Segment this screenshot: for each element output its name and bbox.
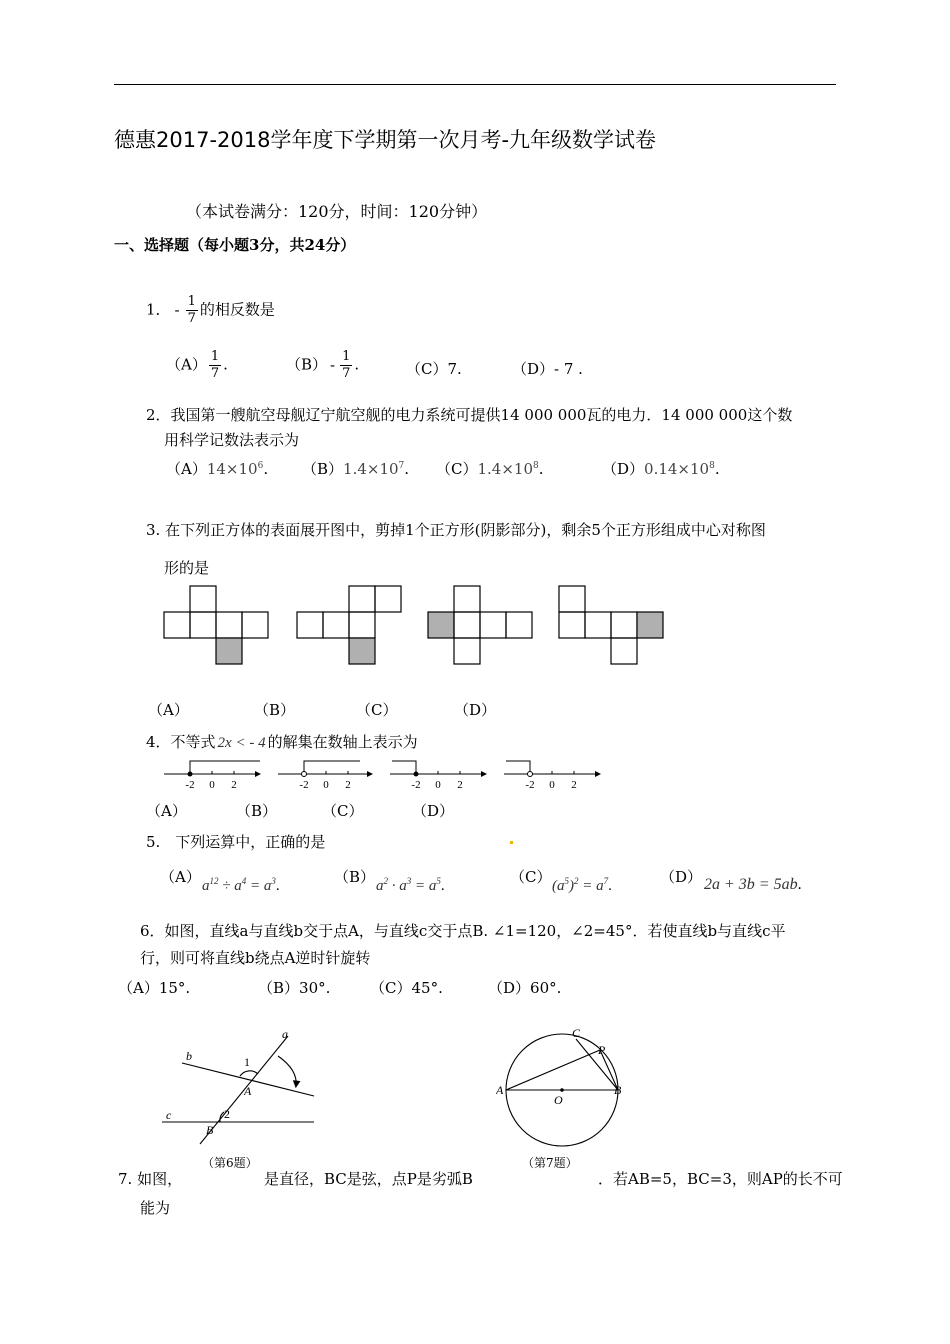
q1-option-c: （C）7. <box>406 360 462 378</box>
svg-text:-2: -2 <box>299 779 309 791</box>
svg-text:O: O <box>554 1093 563 1107</box>
q1-option-a: （A） $\frac{1}{7}$ . <box>166 349 228 381</box>
svg-text:0: 0 <box>323 779 329 791</box>
svg-text:C: C <box>572 1026 581 1040</box>
q2-option-b: $(B)1.4\times 10^7$. <box>302 460 410 478</box>
svg-text:2: 2 <box>231 779 237 791</box>
svg-text:B: B <box>206 1123 214 1137</box>
q4-label-a: （A） <box>146 802 187 820</box>
top-rule <box>114 84 836 85</box>
q5-option-d-label: （D） <box>660 868 703 886</box>
svg-text:0: 0 <box>435 779 441 791</box>
q5-option-b-label: （B） <box>334 868 376 886</box>
svg-text:a: a <box>282 1028 288 1041</box>
svg-text:0: 0 <box>549 779 555 791</box>
q2-option-d: $(D)0.14\times 10^8$. <box>602 460 720 478</box>
question-5: 5. 下列运算中，正确的是 <box>146 833 326 851</box>
q4-label-c: （C） <box>322 802 364 820</box>
q5-option-a-label: （A） <box>160 868 201 886</box>
question-6-line2: 行，则可将直线b绕点A逆时针旋转 <box>140 949 371 967</box>
q1-option-d: （D）- 7 . <box>512 360 583 378</box>
question-7-line1-part1: 7. 如图， <box>118 1170 183 1188</box>
q2-option-a: $(A)14\times 10^6$. <box>166 460 269 478</box>
svg-text:A: A <box>244 1084 252 1098</box>
svg-text:P: P <box>598 1043 606 1057</box>
question-1: 1． - $\frac{1}{7}$ 的相反数是 <box>146 294 275 326</box>
svg-text:b: b <box>186 1049 192 1063</box>
q5-option-a: $a^{12} \div a^4 = a^3$. <box>202 876 280 894</box>
svg-text:c: c <box>166 1108 172 1122</box>
q6-caption: （第6题） <box>202 1156 258 1170</box>
q5-option-d: 2a + 3b = 5ab. <box>704 876 802 893</box>
svg-text:0: 0 <box>209 779 215 791</box>
question-3-line1: 3. 在下列正方体的表面展开图中，剪掉1个正方形(阴影部分)，剩余5个正方形组成中心对称图 <box>146 521 766 539</box>
q3-cube-nets <box>160 584 670 670</box>
svg-text:-2: -2 <box>525 779 535 791</box>
svg-text:-2: -2 <box>411 779 421 791</box>
question-6-line1: 6．如图，直线a与直线b交于点A，与直线c交于点B. ∠1=120，∠2=45°．若使直线b与直线c平 <box>140 922 786 940</box>
q4-number-lines <box>160 756 610 792</box>
q3-label-d: （D） <box>454 701 497 719</box>
q3-label-b: （B） <box>254 701 296 719</box>
q4-label-d: （D） <box>412 802 455 820</box>
q5-option-b: $a^2 \cdot a^3 = a^5$. <box>376 876 445 894</box>
svg-text:B: B <box>614 1083 622 1097</box>
q4-label-b: （B） <box>236 802 278 820</box>
q6-option-c: （C）45°. <box>370 979 443 997</box>
question-7-line1-part2: 是直径，BC是弦，点P是劣弧B <box>264 1170 473 1188</box>
question-7-line2: 能为 <box>140 1199 171 1217</box>
q6-option-a: （A）15°. <box>118 979 191 997</box>
svg-text:A: A <box>496 1083 504 1097</box>
page-title: 德惠2017-2018学年度下学期第一次月考-九年级数学试卷 <box>114 128 657 152</box>
svg-text:2: 2 <box>345 779 351 791</box>
q1-option-b: （B） - $\frac{1}{7}$ . <box>286 349 360 381</box>
q3-label-a: （A） <box>148 701 189 719</box>
question-2-line1: 2．我国第一艘航空母舰辽宁航空舰的电力系统可提供14 000 000瓦的电力．14 000 000这个数 <box>146 406 793 424</box>
svg-text:2: 2 <box>457 779 463 791</box>
q6-figure <box>158 1028 328 1148</box>
question-4: 4．不等式 2x < - 4 的解集在数轴上表示为 <box>146 733 418 751</box>
stray-mark <box>510 841 513 844</box>
q5-option-c: $(a^5)^2 = a^7$. <box>552 876 612 894</box>
svg-text:-2: -2 <box>185 779 195 791</box>
q5-option-c-label: （C） <box>510 868 552 886</box>
svg-text:1: 1 <box>244 1055 250 1069</box>
q7-figure <box>496 1026 630 1150</box>
q6-option-b: （B）30°. <box>258 979 331 997</box>
svg-text:2: 2 <box>571 779 577 791</box>
question-2-line2: 用科学记数法表示为 <box>164 431 300 449</box>
section-heading: 一、选择题（每小题3分，共24分） <box>114 236 356 254</box>
exam-info: （本试卷满分：120分，时间：120分钟） <box>186 202 488 221</box>
q3-label-c: （C） <box>356 701 398 719</box>
q7-caption: （第7题） <box>522 1156 578 1170</box>
q6-option-d: （D）60°. <box>488 979 562 997</box>
question-7-line1-part3: ．若AB=5，BC=3，则AP的长不可 <box>598 1170 843 1188</box>
question-3-line2: 形的是 <box>164 559 210 577</box>
q2-option-c: $(C)1.4\times 10^8$. <box>436 460 544 478</box>
svg-text:2: 2 <box>224 1107 230 1121</box>
